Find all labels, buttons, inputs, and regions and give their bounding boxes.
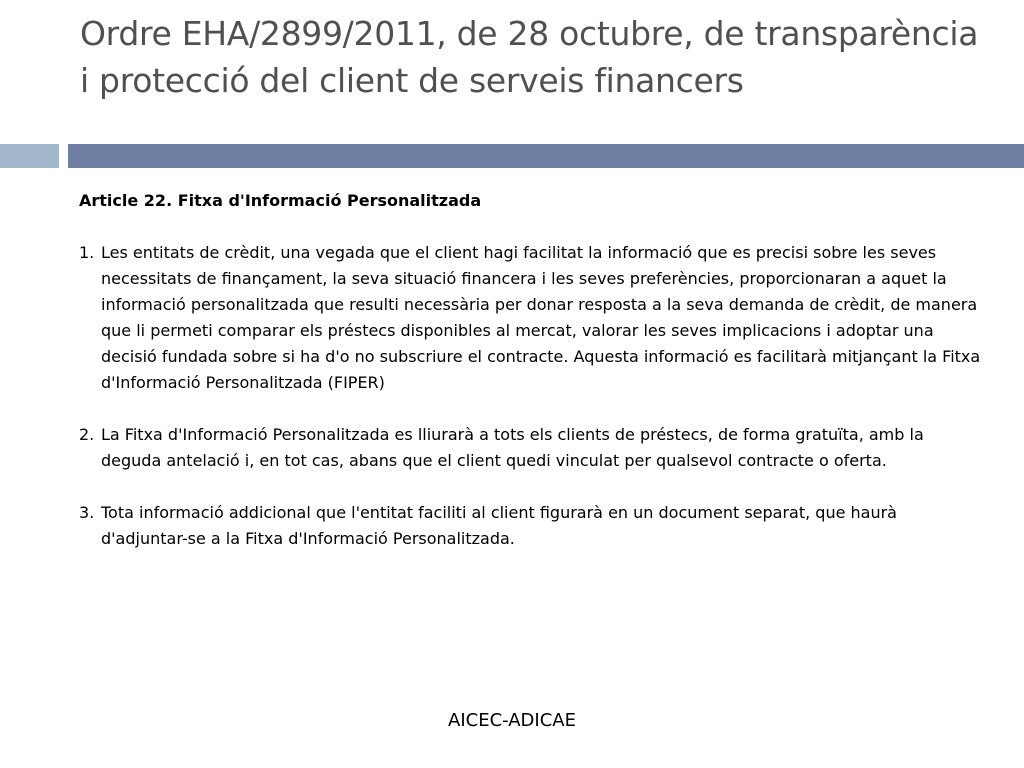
slide-content bbox=[79, 188, 984, 578]
slide-title: Ordre EHA/2899/2011, de 28 octubre, de transparència i protecció del client de serveis financers bbox=[80, 14, 979, 100]
accent-bar-right bbox=[68, 144, 1024, 168]
clause-text: Les entitats de crèdit, una vegada que el client hagi facilitat la informació que es precisi sobre les seves necessitats de finançament, la seva situació financera i les seves preferències, proporcionaran a aquet la informació personalitzada que resulti necessària per donar resposta a la seva demanda de crèdit, de manera que li permeti comparar els préstecs disponibles al mercat, valorar les seves implicacions i adoptar una decisió fundada sobre si ha d'o no subscriure el contracte. Aquesta informació es facilitarà mitjançant la Fitxa d'Informació Personalitzada (FIPER) bbox=[101, 243, 981, 392]
accent-bar-left bbox=[0, 144, 59, 168]
clause-number: 2. bbox=[79, 425, 95, 444]
clause-text: La Fitxa d'Informació Personalitzada es lliurarà a tots els clients de préstecs, de forma gratuïta, amb la deguda antelació i, en tot cas, abans que el client quedi vinculat per qualsevol contracte o oferta. bbox=[101, 425, 924, 470]
clause-3 bbox=[79, 500, 984, 552]
clause-1 bbox=[79, 240, 984, 396]
clause-number: 3. bbox=[79, 503, 95, 522]
clause-2 bbox=[79, 422, 984, 474]
slide-footer: AICEC-ADICAE bbox=[448, 710, 576, 731]
clause-number: 1. bbox=[79, 243, 95, 262]
clause-text: Tota informació addicional que l'entitat faciliti al client figurarà en un document separat, que haurà d'adjuntar-se a la Fitxa d'Informació Personalitzada. bbox=[101, 503, 897, 548]
article-heading: Article 22. Fitxa d'Informació Personalitzada bbox=[79, 191, 482, 210]
